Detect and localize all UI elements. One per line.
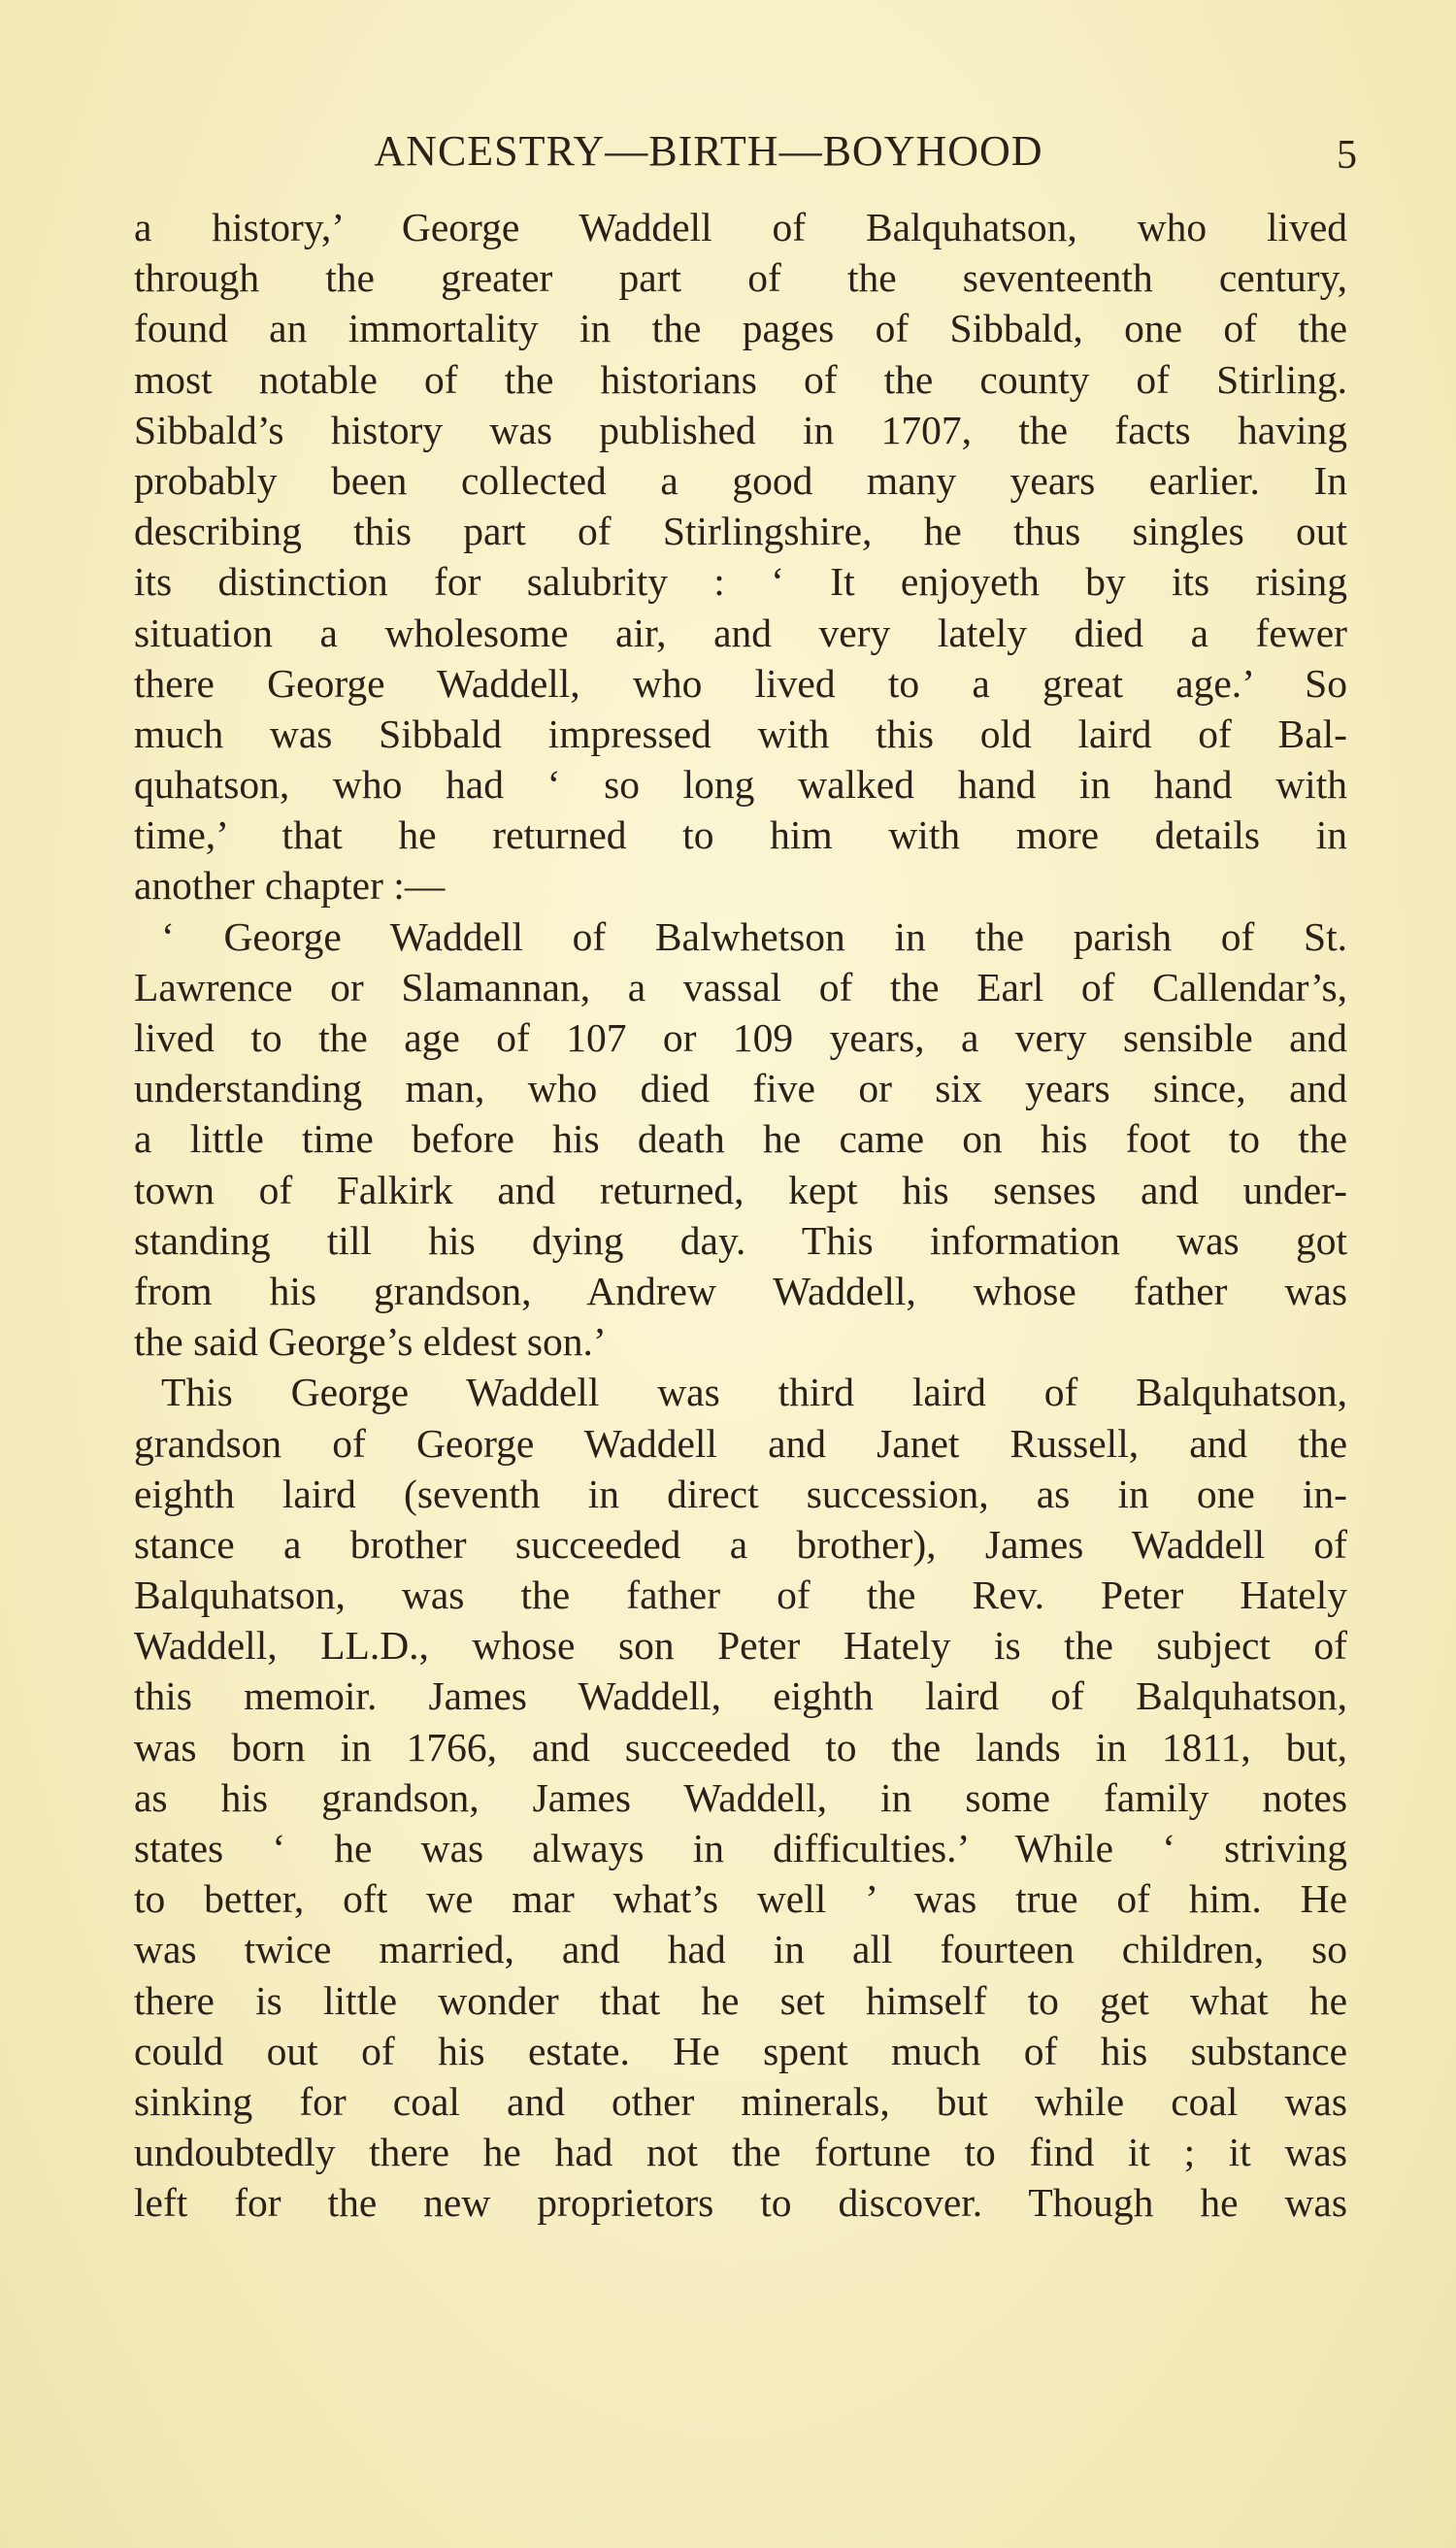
text-line: much was Sibbald impressed with this old laird of Bal-: [134, 711, 1347, 756]
text-line: another chapter :—: [134, 863, 446, 909]
text-line: left for the new proprietors to discover. Though he was: [134, 2180, 1347, 2226]
text-line: standing till his dying day. This information was got: [134, 1217, 1347, 1263]
text-line: to better, oft we mar what’s well ’ was true of him. He: [134, 1876, 1347, 1922]
text-line: this memoir. James Waddell, eighth laird of Balquhatson,: [134, 1673, 1347, 1719]
text-line: describing this part of Stirlingshire, he thus singles out: [134, 509, 1347, 554]
text-line: as his grandson, James Waddell, in some family notes: [134, 1774, 1347, 1820]
text-line: there George Waddell, who lived to a great age.’ So: [134, 660, 1347, 706]
text-line: could out of his estate. He spent much of his substance: [134, 2028, 1347, 2073]
text-line: Lawrence or Slamannan, a vassal of the Earl of Callendar’s,: [134, 964, 1347, 1009]
text-line: undoubtedly there he had not the fortune to find it ; it was: [134, 2130, 1347, 2175]
text-line: sinking for coal and other minerals, but while coal was: [134, 2078, 1347, 2124]
text-line: eighth laird (seventh in direct succession, as in one in-: [134, 1471, 1347, 1516]
text-line: town of Falkirk and returned, kept his senses and under-: [134, 1167, 1347, 1212]
text-line: states ‘ he was always in difficulties.’ While ‘ striving: [134, 1826, 1347, 1870]
text-line: through the greater part of the seventeenth century,: [134, 255, 1347, 301]
text-line: probably been collected a good many years earlier. In: [134, 457, 1347, 503]
text-line: the said George’s eldest son.’: [134, 1319, 607, 1365]
page-header: [134, 126, 1357, 204]
book-page: [134, 126, 1357, 2229]
text-line: This George Waddell was third laird of Balquhatson,: [161, 1370, 1347, 1415]
text-line: Sibbald’s history was published in 1707, the facts having: [134, 407, 1347, 452]
text-line: stance a brother succeeded a brother), James Waddell of: [134, 1521, 1347, 1567]
text-line: grandson of George Waddell and Janet Russell, and the: [134, 1420, 1347, 1466]
text-line: lived to the age of 107 or 109 years, a very sensible and: [134, 1015, 1347, 1060]
body-text: [134, 202, 1357, 2229]
text-line: found an immortality in the pages of Sibbald, one of the: [134, 306, 1347, 351]
running-head: ANCESTRY—BIRTH—BOYHOOD: [374, 127, 1043, 175]
text-line: was born in 1766, and succeeded to the lands in 1811, but,: [134, 1724, 1347, 1770]
page-number: 5: [1337, 133, 1357, 178]
text-line: ‘ George Waddell of Balwhetson in the parish of St.: [161, 913, 1347, 959]
text-line: Waddell, LL.D., whose son Peter Hately is the subject of: [134, 1623, 1347, 1669]
text-line: a history,’ George Waddell of Balquhatson, who lived: [134, 205, 1347, 249]
text-line: from his grandson, Andrew Waddell, whose father was: [134, 1268, 1347, 1313]
text-line: there is little wonder that he set himself to get what he: [134, 1977, 1347, 2023]
text-line: time,’ that he returned to him with more details in: [134, 812, 1347, 858]
text-line: quhatson, who had ‘ so long walked hand in hand with: [134, 762, 1347, 808]
text-line: situation a wholesome air, and very lately died a fewer: [134, 610, 1347, 655]
text-line: Balquhatson, was the father of the Rev. Peter Hately: [134, 1572, 1347, 1618]
text-line: its distinction for salubrity : ‘ It enjoyeth by its rising: [134, 559, 1347, 605]
text-line: most notable of the historians of the county of Stirling.: [134, 356, 1347, 402]
text-line: was twice married, and had in all fourteen children, so: [134, 1927, 1347, 1972]
text-line: understanding man, who died five or six years since, and: [134, 1066, 1347, 1111]
text-line: a little time before his death he came on his foot to the: [134, 1116, 1347, 1162]
